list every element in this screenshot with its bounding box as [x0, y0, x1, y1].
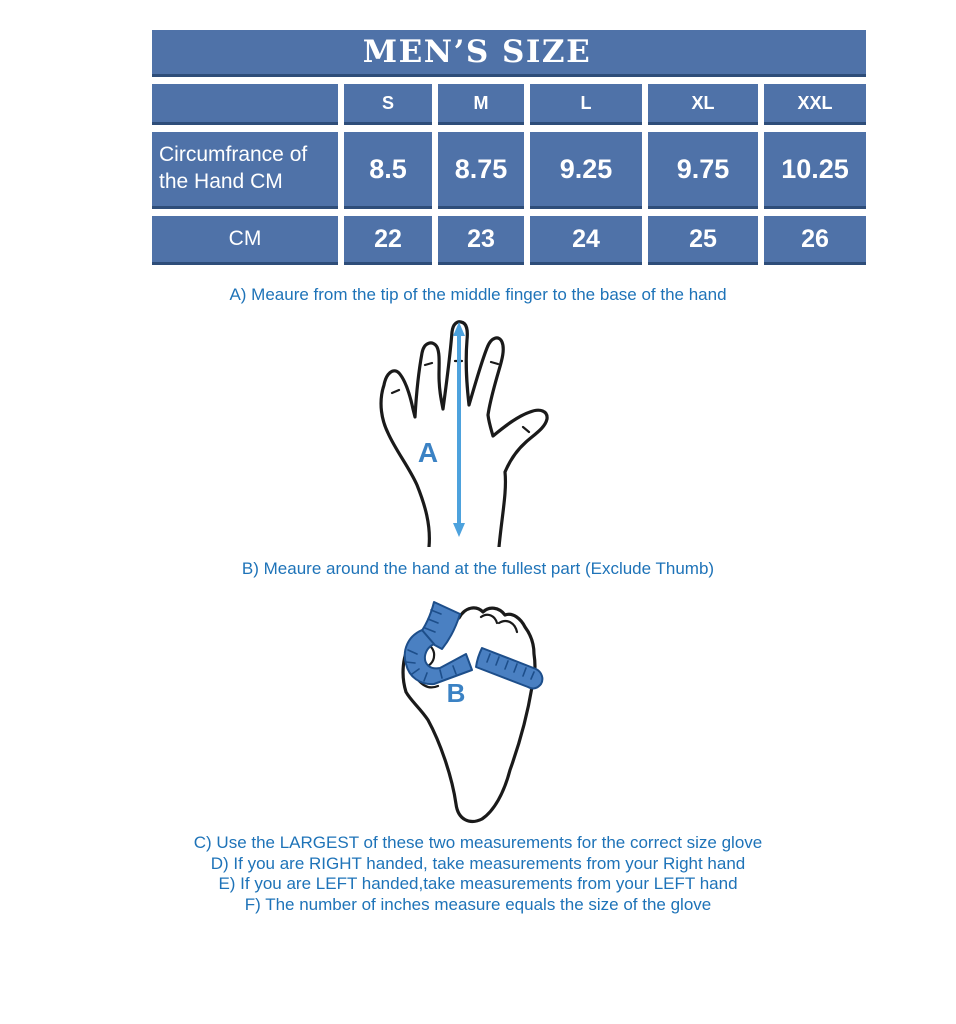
instruction-e: E) If you are LEFT handed,take measurements from your LEFT hand: [218, 874, 738, 894]
circumference-value-m: 8.75: [438, 132, 524, 209]
instruction-c: C) Use the LARGEST of these two measurements for the correct size glove: [193, 833, 763, 852]
fist-svg: [398, 590, 564, 830]
corner-cell: [152, 84, 338, 125]
open-hand-diagram: [372, 315, 554, 547]
instructions-cdef: [0, 833, 956, 915]
cm-value-xl: 25: [648, 216, 758, 265]
hand-outline: [381, 322, 547, 547]
size-header-l: L: [530, 84, 642, 125]
measuring-tape-icon: [405, 602, 543, 688]
open-hand-svg: [372, 315, 554, 547]
cm-value-l: 24: [530, 216, 642, 265]
cm-value-m: 23: [438, 216, 524, 265]
instruction-f: F) The number of inches measure equals the size of the glove: [244, 894, 712, 914]
instruction-d: D) If you are RIGHT handed, take measurements from your Right hand: [210, 853, 746, 873]
size-header-xl: XL: [648, 84, 758, 125]
size-header-s: S: [344, 84, 432, 125]
instruction-a: A) Meaure from the tip of the middle finger to the base of the hand: [229, 285, 727, 304]
instruction-b: B) Meaure around the hand at the fullest part (Exclude Thumb): [241, 559, 715, 578]
fist-measure-label: B: [446, 678, 466, 708]
cm-value-s: 22: [344, 216, 432, 265]
hand-measure-label: A: [417, 437, 439, 468]
circumference-value-xxl: 10.25: [764, 132, 866, 209]
size-header-m: M: [438, 84, 524, 125]
size-header-xxl: XXL: [764, 84, 866, 125]
table-title: MEN’S SIZE: [152, 30, 866, 77]
cm-value-xxl: 26: [764, 216, 866, 265]
circumference-value-s: 8.5: [344, 132, 432, 209]
row-label-cm: CM: [152, 216, 338, 265]
fist-diagram: [398, 590, 564, 830]
measure-arrow-icon: [453, 322, 465, 537]
circumference-value-xl: 9.75: [648, 132, 758, 209]
circumference-value-l: 9.25: [530, 132, 642, 209]
size-table: [152, 30, 868, 265]
row-label-circumference: Circumfrance of the Hand CM: [152, 132, 338, 209]
